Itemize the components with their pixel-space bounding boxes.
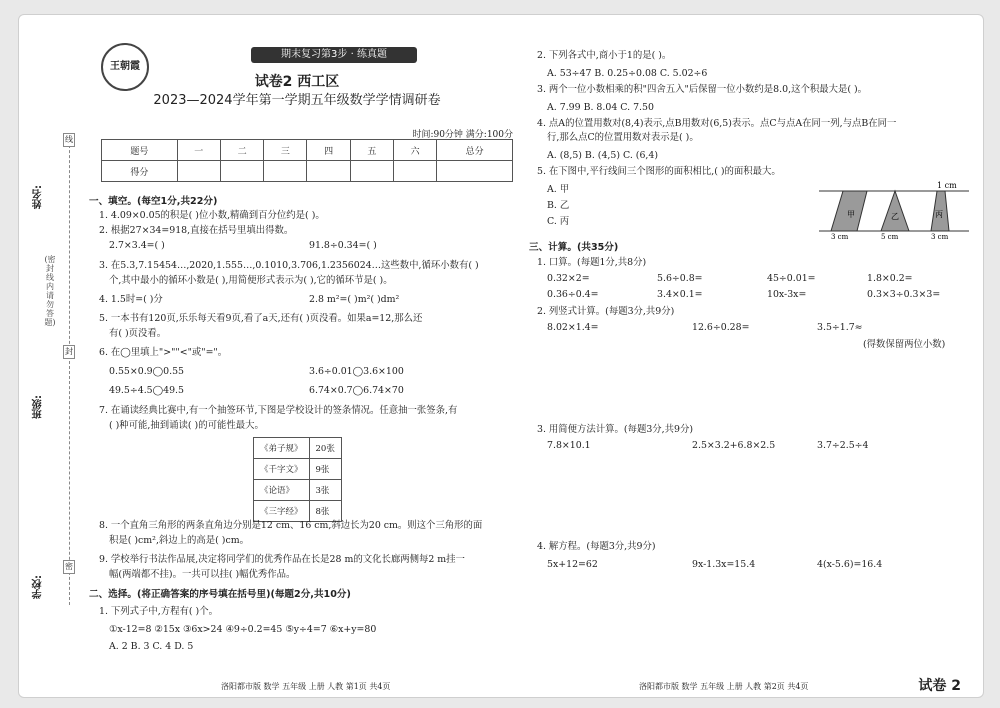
question: 1. 下列式子中,方程有( )个。	[99, 606, 218, 617]
calc-item: 8.02×1.4=	[547, 322, 599, 333]
label-l1: 3 cm	[831, 233, 849, 239]
score-cell[interactable]	[220, 161, 263, 182]
card-count: 8张	[309, 501, 341, 522]
question-options: A. 2 B. 3 C. 4 D. 5	[109, 641, 194, 652]
question: 1. 口算。(每题1分,共8分)	[537, 257, 647, 268]
book-name: 《千字文》	[254, 459, 310, 480]
question: 3. 在5.3,7.15454…,2020,1.555…,0.1010,3.706,1.2356024…这些数中,循环小数有( )	[99, 260, 479, 271]
calc-item: 7.8×10.1	[547, 440, 591, 451]
section-fill: 一、填空。(每空1分,共22分)	[89, 196, 218, 207]
card-count: 3张	[309, 480, 341, 501]
score-row-label: 得分	[102, 161, 178, 182]
question-cont: 幅(两端都不挂)。一共可以挂( )幅优秀作品。	[109, 569, 296, 580]
question: 2. 根据27×34=918,直接在括号里填出得数。	[99, 225, 294, 236]
exam-sheet	[18, 14, 984, 698]
page-footer: 洛阳都市版 数学 五年级 上册 人教 第2页 共4页	[639, 682, 809, 691]
card-count: 20张	[309, 438, 341, 459]
label-l3: 3 cm	[931, 233, 949, 239]
question-cont: 有( )页没看。	[109, 328, 167, 339]
calc-item: 4(x-5.6)=16.4	[817, 559, 883, 570]
question-option: B. 乙	[547, 200, 570, 211]
question: 2. 列竖式计算。(每题3分,共9分)	[537, 306, 675, 317]
calc-item: 10x-3x=	[767, 289, 807, 300]
calc-item: 5x+12=62	[547, 559, 598, 570]
book-name: 《论语》	[254, 480, 310, 501]
calc-note: (得数保留两位小数)	[863, 339, 946, 350]
calc-item: 3.5÷1.7≈	[817, 322, 863, 333]
page-footer: 洛阳都市版 数学 五年级 上册 人教 第1页 共4页	[221, 682, 391, 691]
calc-item: 12.6÷0.28=	[692, 322, 750, 333]
question-cont: 积是( )cm²,斜边上的高是( )cm。	[109, 535, 249, 546]
label-bing: 丙	[935, 210, 943, 219]
score-head: 二	[220, 140, 263, 161]
calc-item: 0.32×2=	[547, 273, 590, 284]
score-cell[interactable]	[264, 161, 307, 182]
question-option: C. 丙	[547, 216, 570, 227]
question: 6. 在◯里填上">""<"或"="。	[99, 347, 228, 358]
paper-number: 试卷 2	[918, 678, 961, 694]
score-cell[interactable]	[307, 161, 350, 182]
question-cont: 个,其中最小的循环小数是( ),用简便形式表示为( ),它的循环节是( )。	[109, 275, 393, 286]
calc-item: 9x-1.3x=15.4	[692, 559, 756, 570]
score-head: 四	[307, 140, 350, 161]
score-head: 总分	[437, 140, 513, 161]
question-part: 2.7×3.4=( )	[109, 240, 165, 251]
parallel-shapes-figure	[819, 179, 969, 239]
score-head: 题号	[102, 140, 178, 161]
seal-mark-seal: 封	[63, 345, 75, 359]
question: 8. 一个直角三角形的两条直角边分别是12 cm、16 cm,斜边长为20 cm。则这个三角形的面	[99, 520, 483, 531]
class-label: 班级:	[33, 395, 44, 419]
question-part: ①x-12=8 ②15x ③6x>24 ④9÷0.2=45 ⑤y÷4=7 ⑥x+y=80	[109, 624, 377, 635]
shape-yi	[881, 191, 909, 231]
score-cell[interactable]	[394, 161, 437, 182]
calc-item: 3.7÷2.5÷4	[817, 440, 869, 451]
label-yi: 乙	[891, 212, 899, 221]
left-column	[81, 15, 513, 697]
school-label: 学校:	[33, 575, 44, 599]
question: 7. 在诵读经典比赛中,有一个抽签环节,下图是学校设计的签条情况。任意抽一张签条,有	[99, 405, 458, 416]
question-options: A. (8,5) B. (4,5) C. (6,4)	[547, 150, 659, 161]
time-score-info: 时间:90分钟 满分:100分	[412, 130, 513, 140]
seal-mark-line: 线	[63, 133, 75, 147]
question: 5. 一本书有120页,乐乐每天看9页,看了a天,还有( )页没看。如果a=12,那么还	[99, 313, 423, 324]
right-column	[529, 15, 969, 697]
score-head: 三	[264, 140, 307, 161]
question-options: A. 53÷47 B. 0.25÷0.08 C. 5.02÷6	[547, 68, 708, 79]
question-part: 2.8 m²=( )m²( )dm²	[309, 294, 400, 305]
seal-note: (密封线内请勿答题)	[44, 255, 56, 327]
seal-line	[69, 135, 70, 605]
draw-table	[253, 437, 342, 522]
question-part: 49.5÷4.5◯49.5	[109, 385, 185, 396]
book-name: 《三字经》	[254, 501, 310, 522]
seal-mark-secret: 密	[63, 560, 75, 574]
calc-item: 3.4×0.1=	[657, 289, 703, 300]
score-head: 五	[350, 140, 393, 161]
question: 4. 点A的位置用数对(8,4)表示,点B用数对(6,5)表示。点C与点A在同一列,与点B在同一	[537, 118, 897, 129]
question-part: 91.8÷0.34=( )	[309, 240, 377, 251]
calc-item: 0.36÷0.4=	[547, 289, 599, 300]
question-part: 0.55×0.9◯0.55	[109, 366, 185, 377]
question-cont: 行,那么点C的位置用数对表示是( )。	[547, 132, 699, 143]
question: 3. 两个一位小数相乘的积"四舍五入"后保留一位小数约是8.0,这个积最大是( )。	[537, 84, 867, 95]
score-head: 一	[177, 140, 220, 161]
publisher-logo: 王朝霞	[101, 43, 149, 91]
book-name: 《弟子规》	[254, 438, 310, 459]
paper-subtitle: 2023—2024学年第一学期五年级数学学情调研卷	[153, 93, 441, 108]
score-cell[interactable]	[177, 161, 220, 182]
question: 9. 学校举行书法作品展,决定将同学们的优秀作品在长是28 m的文化长廊两侧每2 m挂一	[99, 554, 465, 565]
question: 2. 下列各式中,商小于1的是( )。	[537, 50, 672, 61]
question-part: 3.6÷0.01◯3.6×100	[309, 366, 404, 377]
paper-title: 试卷2 西工区	[254, 74, 340, 90]
calc-item: 2.5×3.2+6.8×2.5	[692, 440, 776, 451]
question: 4. 1.5时=( )分	[99, 294, 163, 305]
question: 5. 在下图中,平行线间三个图形的面积相比,( )的面积最大。	[537, 166, 781, 177]
score-cell[interactable]	[350, 161, 393, 182]
name-label: 姓名:	[33, 185, 44, 209]
question: 3. 用简便方法计算。(每题3分,共9分)	[537, 424, 694, 435]
question-options: A. 7.99 B. 8.04 C. 7.50	[547, 102, 654, 113]
question: 1. 4.09×0.05的积是( )位小数,精确到百分位约是( )。	[99, 210, 325, 221]
card-count: 9张	[309, 459, 341, 480]
label-jia: 甲	[847, 210, 855, 219]
question-option: A. 甲	[547, 184, 570, 195]
label-top: 1 cm	[937, 181, 957, 190]
section-choice: 二、选择。(将正确答案的序号填在括号里)(每题2分,共10分)	[89, 589, 351, 600]
calc-item: 45÷0.01=	[767, 273, 816, 284]
question-part: 6.74×0.7◯6.74×70	[309, 385, 404, 396]
calc-item: 0.3×3÷0.3×3=	[867, 289, 941, 300]
label-l2: 5 cm	[881, 233, 899, 239]
section-calc: 三、计算。(共35分)	[529, 242, 619, 253]
score-head: 六	[394, 140, 437, 161]
score-table	[101, 139, 513, 182]
question-cont: ( )种可能,抽到诵读( )的可能性最大。	[109, 420, 264, 431]
calc-item: 1.8×0.2=	[867, 273, 913, 284]
review-banner: 期末复习第3步 · 练真题	[251, 47, 417, 63]
question: 4. 解方程。(每题3分,共9分)	[537, 541, 656, 552]
score-cell[interactable]	[437, 161, 513, 182]
calc-item: 5.6÷0.8=	[657, 273, 703, 284]
